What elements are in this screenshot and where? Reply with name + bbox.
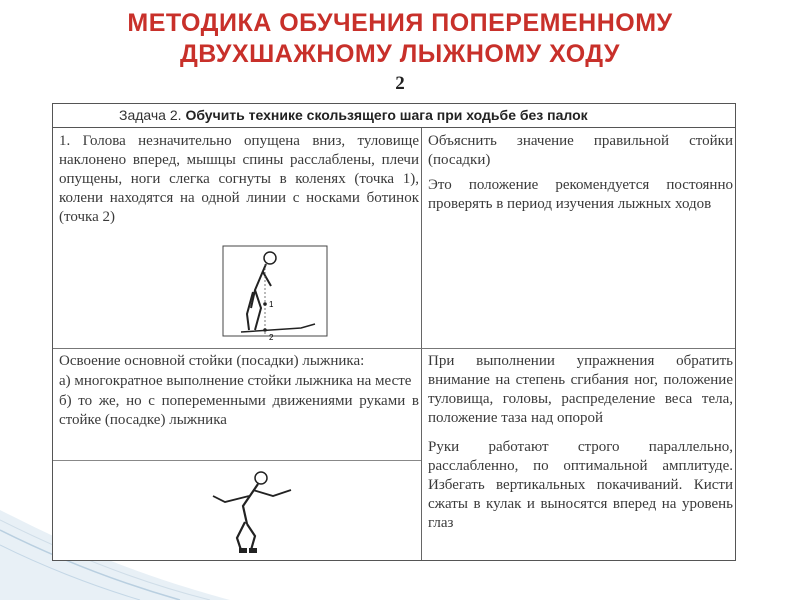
- slide-title-line2: ДВУХШАЖНОМУ ЛЫЖНОМУ ХОДУ: [180, 40, 620, 68]
- slide-title: [0, 8, 800, 70]
- row1-right-cell-a: Объяснить значение правильной стойки (посадки): [428, 133, 733, 168]
- row-divider: [53, 348, 735, 349]
- row2-left-line3: б) то же, но с попеременными движениями руками в стойке (посадке) лыжника: [59, 393, 419, 428]
- figure-point-1-label: 1: [269, 300, 274, 309]
- row2-left-line2: а) многократное выполнение стойки лыжника на месте: [59, 373, 412, 389]
- task-text: Обучить технике скользящего шага при ходьбе без палок: [185, 107, 588, 123]
- skier-arm-swing-figure: [203, 466, 313, 556]
- row1-right-cell-b: Это положение рекомендуется постоянно проверять в период изучения лыжных ходов: [428, 177, 733, 212]
- row2-right-cell-a: При выполнении упражнения обратить внимание на степень сгибания ног, положение туловища, головы, распределение веса тела, положение таза над опорой: [428, 353, 733, 426]
- slide-number: 2: [395, 73, 405, 94]
- row1-left-cell: 1. Голова незначительно опущена вниз, туловище наклонено вперед, мышцы спины расслаблены, плечи опущены, ноги слегка согнуты в коленях (точка 1), колени находятся на одной линии с носками ботинок (точка 2): [59, 133, 419, 225]
- figure-point-2-label: 2: [269, 333, 274, 342]
- task-header-row: [53, 104, 735, 128]
- slide-title-line1: МЕТОДИКА ОБУЧЕНИЯ ПОПЕРЕМЕННОМУ: [127, 9, 673, 37]
- column-divider: [421, 128, 422, 560]
- row2-right-cell-b: Руки работают строго параллельно, расслабленно, по оптимальной амплитуде. Избегать вертикальных покачиваний. Кисти сжаты в кулак и выносятся вперед на уровень глаз: [428, 439, 733, 531]
- row2-left-line1: Освоение основной стойки (посадки) лыжника:: [59, 353, 365, 369]
- row2-left-cell: [59, 352, 419, 431]
- task-label: Задача 2.: [119, 107, 182, 123]
- skier-stance-figure: [211, 244, 331, 344]
- left-cell-divider: [53, 460, 421, 461]
- method-table: [52, 103, 736, 561]
